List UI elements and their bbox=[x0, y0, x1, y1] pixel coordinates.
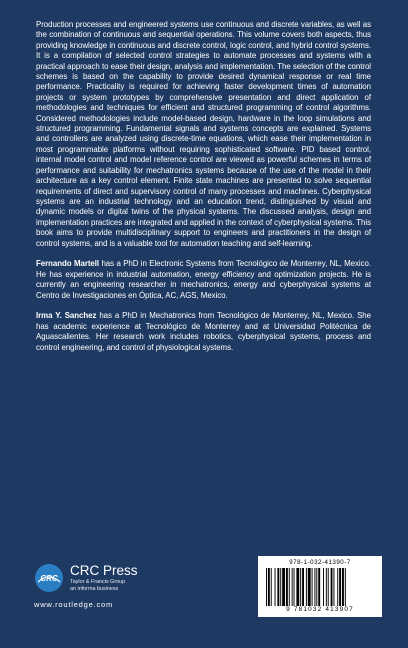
back-cover-text bbox=[36, 20, 371, 363]
barcode-bar bbox=[314, 568, 315, 606]
barcode-bar bbox=[294, 568, 295, 606]
publisher-tagline: an informa business bbox=[70, 586, 119, 592]
barcode-bar bbox=[286, 568, 288, 606]
barcode-bar bbox=[268, 568, 270, 606]
barcode-digits: 9 781032 413907 bbox=[286, 606, 354, 613]
barcode-bar bbox=[318, 568, 320, 606]
isbn-barcode-box bbox=[258, 556, 382, 617]
author-bio-1 bbox=[36, 259, 371, 301]
barcode-bar bbox=[339, 568, 341, 606]
barcode-bar bbox=[337, 568, 338, 606]
barcode-bar bbox=[300, 568, 301, 606]
barcode-bar bbox=[342, 568, 344, 606]
barcode-bar bbox=[323, 568, 324, 606]
barcode-bar bbox=[308, 568, 311, 606]
barcode-bar bbox=[316, 568, 317, 606]
barcode-bar bbox=[292, 568, 293, 606]
barcode-bar bbox=[296, 568, 299, 606]
author-bio-1-text: has a PhD in Electronic Systems from Tecnológico de Monterrey, NL, Mexico. He has experience in industrial automation, energy efficiency and optimization projects. He is currently an engineering researcher in mechatronics, energy and cyberphysical systems at Centro de Investigaciones en Óptica, AC, AGS, Mexico. bbox=[36, 259, 371, 300]
barcode-bar bbox=[275, 568, 276, 606]
author-bio-2-text: has a PhD in Mechatronics from Tecnológico de Monterrey, NL, Mexico. She has academic experience at Tecnológico de Monterrey and at Universidad Politécnica de Aguascalientes. Her research work includes robotics, cyberphysical systems, process and control engineering, and control of physiological systems. bbox=[36, 311, 371, 352]
author-bio-2 bbox=[36, 311, 371, 353]
barcode-bar bbox=[333, 568, 334, 606]
author-name-2: Irma Y. Sanchez bbox=[36, 311, 97, 321]
isbn-number: 978-1-032-41390-7 bbox=[289, 559, 351, 566]
description-paragraph: Production processes and engineered systems use continuous and discrete variables, as well as the combination of continuous and sequential operations. This volume covers both aspects, thus providing knowledge in continuous and discrete control, logic control, and hybrid control systems. It is a compilation of selected control strategies to automate processes and systems with a practical approach to ease their design, analysis and implementation. The selection of the control schemes is based on the capability to provide desired dynamical response or real time performance. Practicality is required for achieving faster development times of automation projects or system prototypes by comprehensive presentation and direct application of methodologies and techniques for efficient and structured programming of control algorithms. Considered methodologies include model-based design, hardware in the loop simulations and structured programming. Fundamental signals and systems concepts are explained. Systems and controllers are analyzed using discrete-time equations, which ease their implementation in most programmable platforms without requiring sophisticated software. PID based control, internal model control and model reference control are viewed as powerful schemes in terms of performance and suitability for mechatronics systems because of the use of the model in their architecture as a key control element. Finite state machines are presented to solve sequential requirements of direct and supervisory control of many processes and machines. Cyberphysical systems are an industrial technology and an education trend, distinguished by visual and dynamic models or digital twins of the physical systems. The discussed analysis, design and implementation practices are integrated and applied in the context of cyberphysical systems. This book aims to provide multidisciplinary support to engineers and practitioners in the design of control systems, and is a valuable tool for automation teaching and self-learning. bbox=[36, 20, 371, 248]
barcode-bar bbox=[289, 568, 290, 606]
barcode-bar bbox=[328, 568, 329, 606]
barcode-bar bbox=[326, 568, 327, 606]
publisher-group: Taylor & Francis Group bbox=[70, 579, 126, 585]
barcode-bar bbox=[345, 568, 346, 606]
publisher-url[interactable]: www.routledge.com bbox=[34, 600, 114, 609]
barcode-bar bbox=[306, 568, 307, 606]
barcode-bar bbox=[271, 568, 272, 606]
crc-press-logo bbox=[34, 563, 64, 593]
barcode bbox=[266, 568, 374, 606]
barcode-bar bbox=[277, 568, 279, 606]
author-name-1: Fernando Martell bbox=[36, 259, 100, 269]
crc-logo-text: CRC bbox=[40, 574, 58, 583]
barcode-bar bbox=[280, 568, 281, 606]
publisher-name: CRC Press bbox=[70, 563, 138, 578]
barcode-bar bbox=[312, 568, 313, 606]
barcode-bar bbox=[302, 568, 304, 606]
barcode-bar bbox=[282, 568, 285, 606]
barcode-bar bbox=[331, 568, 333, 606]
barcode-bar bbox=[266, 568, 267, 606]
